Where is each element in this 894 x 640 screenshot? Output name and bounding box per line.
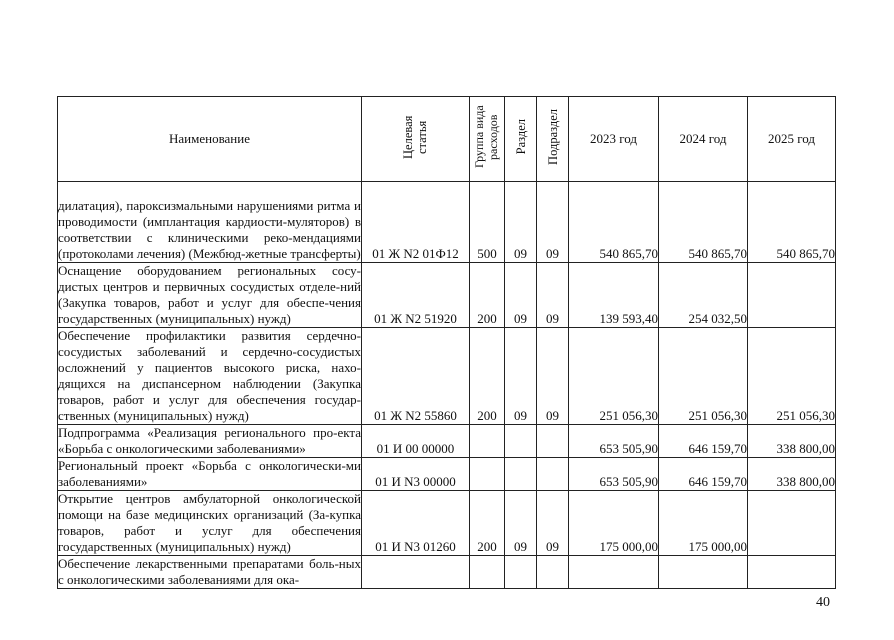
col-section-header bbox=[505, 97, 537, 182]
table-row bbox=[58, 458, 836, 491]
row-subsection: 09 bbox=[537, 263, 569, 328]
row-2025 bbox=[748, 263, 836, 328]
row-group: 500 bbox=[470, 182, 505, 263]
row-group bbox=[470, 458, 505, 491]
row-2025: 338 800,00 bbox=[748, 425, 836, 458]
row-target: 01 И N3 00000 bbox=[362, 458, 470, 491]
col-name-header: Наименование bbox=[58, 97, 362, 182]
row-name: Региональный проект «Борьба с онкологически-ми заболеваниями» bbox=[58, 458, 361, 489]
row-group: 200 bbox=[470, 263, 505, 328]
row-2023: 653 505,90 bbox=[569, 458, 659, 491]
col-target-label: Целевая статья bbox=[400, 115, 429, 159]
row-target: 01 И N3 01260 bbox=[362, 491, 470, 556]
col-section-label: Раздел bbox=[513, 119, 528, 155]
row-subsection: 09 bbox=[537, 328, 569, 425]
row-target: 01 Ж N2 01Ф12 bbox=[362, 182, 470, 263]
row-2025 bbox=[748, 556, 836, 589]
row-2023 bbox=[569, 556, 659, 589]
row-subsection bbox=[537, 425, 569, 458]
row-2025: 251 056,30 bbox=[748, 328, 836, 425]
row-2024: 254 032,50 bbox=[659, 263, 748, 328]
row-group: 200 bbox=[470, 491, 505, 556]
col-group-label: Группа вида расходов bbox=[472, 105, 500, 169]
row-section bbox=[505, 458, 537, 491]
row-target: 01 Ж N2 55860 bbox=[362, 328, 470, 425]
row-target: 01 И 00 00000 bbox=[362, 425, 470, 458]
header-row bbox=[58, 97, 836, 182]
row-2024 bbox=[659, 556, 748, 589]
row-target: 01 Ж N2 51920 bbox=[362, 263, 470, 328]
table-row bbox=[58, 491, 836, 556]
table-row bbox=[58, 556, 836, 589]
row-name: Открытие центров амбулаторной онкологической помощи на базе медицинских организаций (За-купка товаров, работ и услуг для обеспечения государственных (муниципальных) нужд) bbox=[58, 491, 361, 554]
row-section: 09 bbox=[505, 328, 537, 425]
row-2023: 653 505,90 bbox=[569, 425, 659, 458]
row-subsection: 09 bbox=[537, 182, 569, 263]
page-number: 40 bbox=[816, 595, 830, 610]
row-2024: 646 159,70 bbox=[659, 458, 748, 491]
col-2023-header: 2023 год bbox=[569, 97, 659, 182]
row-name: Обеспечение профилактики развития сердечно-сосудистых заболеваний и сердечно-сосудистых осложнений у пациентов высокого риска, нахо-дящихся на диспансерном наблюдении (Закупка товаров, работ и услуг для обеспечения государ-ственных (муниципальных) нужд) bbox=[58, 328, 361, 423]
row-2024: 175 000,00 bbox=[659, 491, 748, 556]
table-row bbox=[58, 425, 836, 458]
col-target-header bbox=[362, 97, 470, 182]
row-2023: 139 593,40 bbox=[569, 263, 659, 328]
row-name: Подпрограмма «Реализация регионального про-екта «Борьба с онкологическими заболеваниями» bbox=[58, 425, 361, 456]
col-2025-header: 2025 год bbox=[748, 97, 836, 182]
row-2025: 338 800,00 bbox=[748, 458, 836, 491]
row-name: Оснащение оборудованием региональных сосу-дистых центров и первичных сосудистых отделе-ний (Закупка товаров, работ и услуг для обеспе-чения государственных (муниципальных) нужд) bbox=[58, 263, 361, 326]
table-row bbox=[58, 263, 836, 328]
table-row bbox=[58, 182, 836, 263]
row-section: 09 bbox=[505, 263, 537, 328]
row-section: 09 bbox=[505, 182, 537, 263]
row-name: дилатация), пароксизмальными нарушениями ритма и проводимости (имплантация кардиости-муляторов) в соответствии с клиническими реко-мендациями (протоколами лечения) (Межбюд-жетные трансферты) bbox=[58, 182, 362, 263]
col-subsection-label: Подраздел bbox=[545, 109, 560, 165]
row-group: 200 bbox=[470, 328, 505, 425]
row-2024: 540 865,70 bbox=[659, 182, 748, 263]
budget-table bbox=[57, 96, 836, 589]
row-subsection bbox=[537, 556, 569, 589]
row-target bbox=[362, 556, 470, 589]
row-subsection: 09 bbox=[537, 491, 569, 556]
row-2024: 251 056,30 bbox=[659, 328, 748, 425]
row-2023: 251 056,30 bbox=[569, 328, 659, 425]
row-name: Обеспечение лекарственными препаратами боль-ных с онкологическими заболеваниями для ока- bbox=[58, 556, 361, 587]
col-group-header bbox=[470, 97, 505, 182]
col-subsection-header bbox=[537, 97, 569, 182]
table-row bbox=[58, 328, 836, 425]
row-2023: 175 000,00 bbox=[569, 491, 659, 556]
row-group bbox=[470, 425, 505, 458]
row-section: 09 bbox=[505, 491, 537, 556]
row-2023: 540 865,70 bbox=[569, 182, 659, 263]
row-2024: 646 159,70 bbox=[659, 425, 748, 458]
row-2025 bbox=[748, 491, 836, 556]
row-section bbox=[505, 556, 537, 589]
row-section bbox=[505, 425, 537, 458]
col-2024-header: 2024 год bbox=[659, 97, 748, 182]
row-2025: 540 865,70 bbox=[748, 182, 836, 263]
row-subsection bbox=[537, 458, 569, 491]
row-group bbox=[470, 556, 505, 589]
